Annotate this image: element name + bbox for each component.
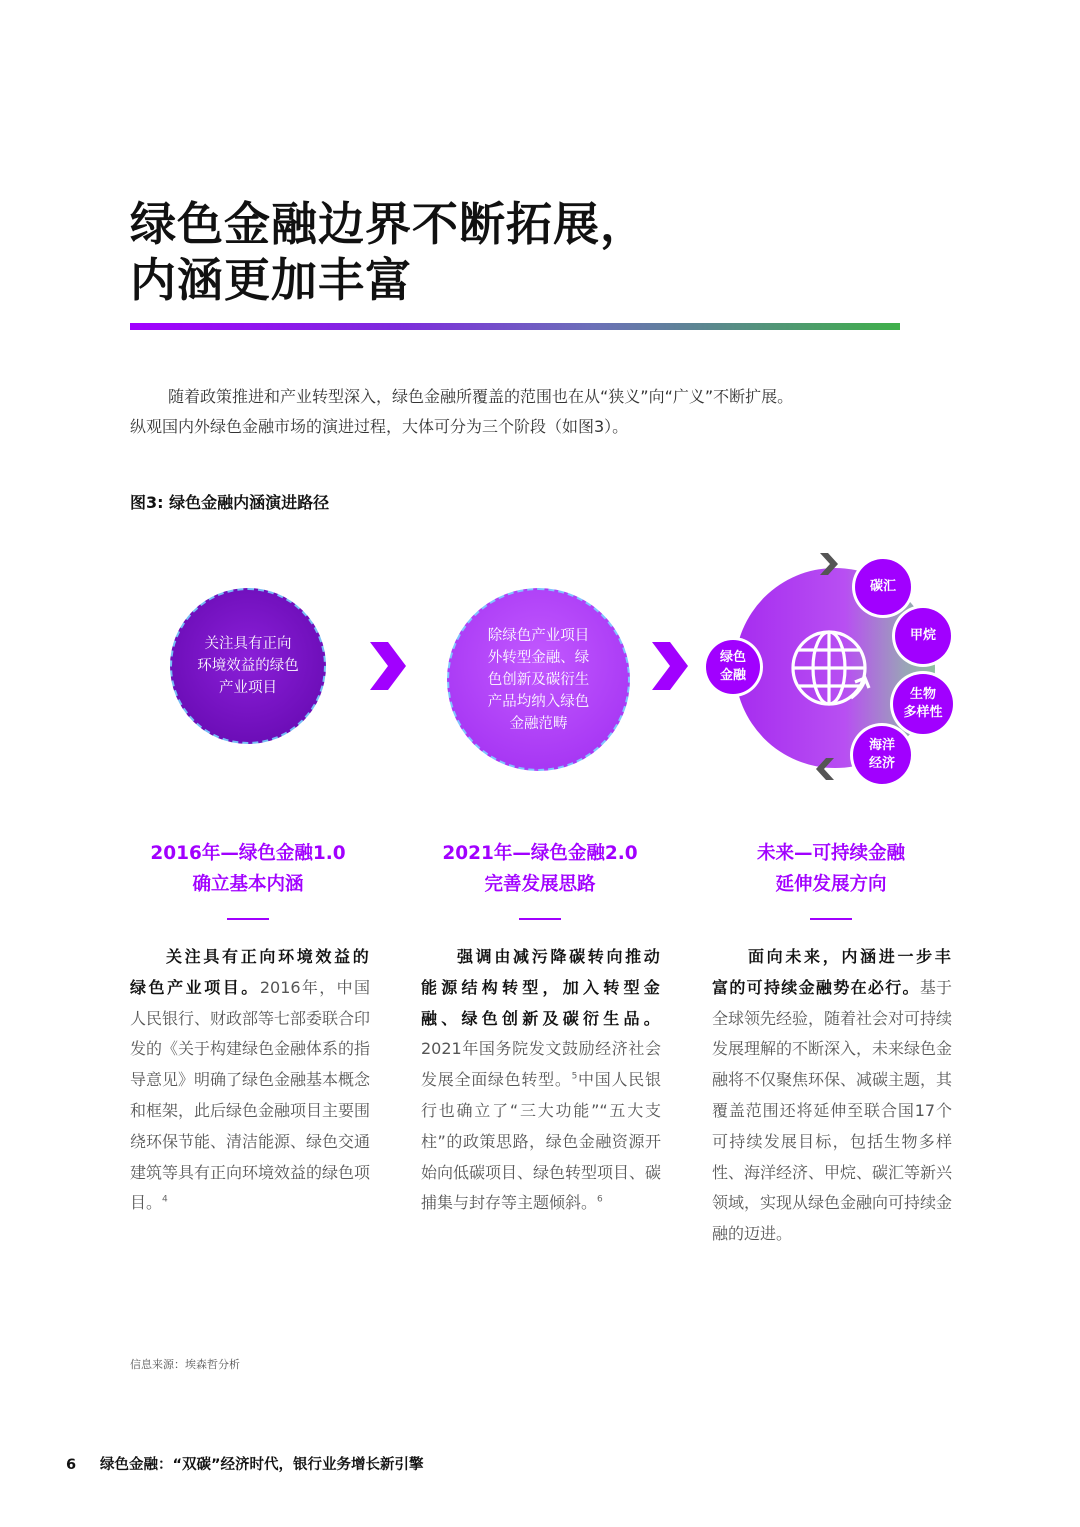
column3-text: 基于全球领先经验，随着社会对可持续发展理解的不断深入，未来绿色金融将不仅聚焦环保、减碳主题，其覆盖范围还将延伸至联合国17个可持续发展目标，包括生物多样性、海洋经济、甲烷、碳汇等新兴领域，实现从绿色金融向可持续金融的迈进。 — [712, 977, 953, 1244]
column3-lead: 面向未来，内涵进一步丰富的可持续金融势在必行。 — [712, 947, 952, 997]
title-line-1: 绿色金融边界不断拓展， — [130, 197, 647, 251]
stage1-circle-line: 产业项目 — [219, 680, 277, 696]
column2-text: 2021年国务院发文鼓励经济社会发展全面绿色转型。 — [421, 1039, 661, 1090]
stage2-circle-line: 色创新及碳衍生 — [487, 671, 590, 688]
node-ocean-line: 经济 — [868, 756, 895, 771]
column2-footnote: 5 — [571, 1071, 578, 1082]
page-footer — [66, 1453, 424, 1474]
cycle-chevron-left-icon — [814, 756, 836, 782]
column2-body — [421, 942, 661, 1219]
page-number: 6 — [66, 1457, 77, 1473]
stage2-circle-line: 外转型金融、绿 — [487, 649, 590, 666]
intro-line-2: 纵观国内外绿色金融市场的演进过程，大体可分为三个阶段（如图3）。 — [130, 417, 629, 436]
column2-footnote-2: 6 — [597, 1195, 603, 1206]
title-gradient-rule — [130, 323, 900, 330]
title-line-2: 内涵更加丰富 — [130, 253, 412, 307]
node-green-finance — [706, 640, 760, 694]
node-green-finance-line: 绿色 — [719, 650, 746, 665]
column1-footnote: 4 — [162, 1195, 168, 1206]
page-title — [130, 196, 647, 308]
column3-heading-line2: 延伸发展方向 — [775, 874, 887, 895]
column3-heading — [701, 838, 961, 900]
column1-heading — [118, 838, 378, 900]
stage2-circle-line: 产品均纳入绿色 — [487, 693, 590, 710]
column1-heading-line2: 确立基本内涵 — [192, 874, 304, 895]
node-ocean-line: 海洋 — [868, 738, 895, 753]
node-carbon-sink-label: 碳汇 — [869, 579, 896, 594]
cycle-chevron-right-icon — [818, 551, 840, 577]
column1-heading-line1: 2016年—绿色金融1.0 — [150, 843, 346, 864]
node-green-finance-line: 金融 — [719, 668, 746, 683]
node-carbon-sink — [855, 559, 911, 615]
column2-text-2: 中国人民银行也确立了“三大功能”“五大支柱”的政策思路，绿色金融资源开始向低碳项目、绿色转型项目、碳捕集与封存等主题倾斜。 — [421, 1070, 662, 1213]
node-biodiversity-line: 生物 — [909, 687, 936, 702]
intro-line-1: 随着政策推进和产业转型深入，绿色金融所覆盖的范围也在从“狭义”向“广义”不断扩展。 — [168, 387, 794, 406]
column2-divider — [519, 918, 561, 920]
stage2-circle-line: 金融范畴 — [509, 715, 568, 732]
globe-icon — [785, 622, 877, 714]
node-methane — [895, 608, 951, 664]
column3-divider — [810, 918, 852, 920]
column2-heading-line1: 2021年—绿色金融2.0 — [442, 843, 638, 864]
node-biodiversity — [893, 674, 953, 734]
stage1-circle-line: 关注具有正向 — [204, 636, 292, 652]
column1-body — [130, 942, 370, 1219]
source-note: 信息来源：埃森哲分析 — [130, 1358, 240, 1371]
footer-title: 绿色金融：“双碳”经济时代，银行业务增长新引擎 — [100, 1457, 424, 1473]
figure-title: 图3: 绿色金融内涵演进路径 — [130, 493, 330, 512]
stage2-circle — [447, 588, 630, 771]
stage1-circle-line: 环境效益的绿色 — [197, 658, 299, 674]
node-methane-label: 甲烷 — [909, 628, 936, 643]
stage1-circle — [170, 588, 326, 744]
chevron-right-icon — [650, 640, 690, 692]
chevron-right-icon — [368, 640, 408, 692]
column3-heading-line1: 未来—可持续金融 — [756, 843, 905, 864]
node-ocean-economy — [853, 726, 911, 784]
column2-heading-line2: 完善发展思路 — [484, 874, 596, 895]
column1-text: 2016年，中国人民银行、财政部等七部委联合印发的《关于构建绿色金融体系的指导意见》明确了绿色金融基本概念和框架，此后绿色金融项目主要围绕环保节能、清洁能源、绿色交通建筑等具有正向环境效益的绿色项目。 — [130, 977, 371, 1213]
column3-body — [712, 942, 952, 1250]
node-biodiversity-line: 多样性 — [903, 705, 943, 720]
column1-divider — [227, 918, 269, 920]
column1-lead: 关注具有正向环境效益的绿色产业项目。 — [130, 947, 370, 997]
intro-paragraph — [130, 382, 930, 442]
column2-heading — [410, 838, 670, 900]
stage2-circle-line: 除绿色产业项目 — [487, 627, 590, 644]
column2-lead: 强调由减污降碳转向推动能源结构转型，加入转型金融、绿色创新及碳衍生品。 — [421, 947, 661, 1028]
